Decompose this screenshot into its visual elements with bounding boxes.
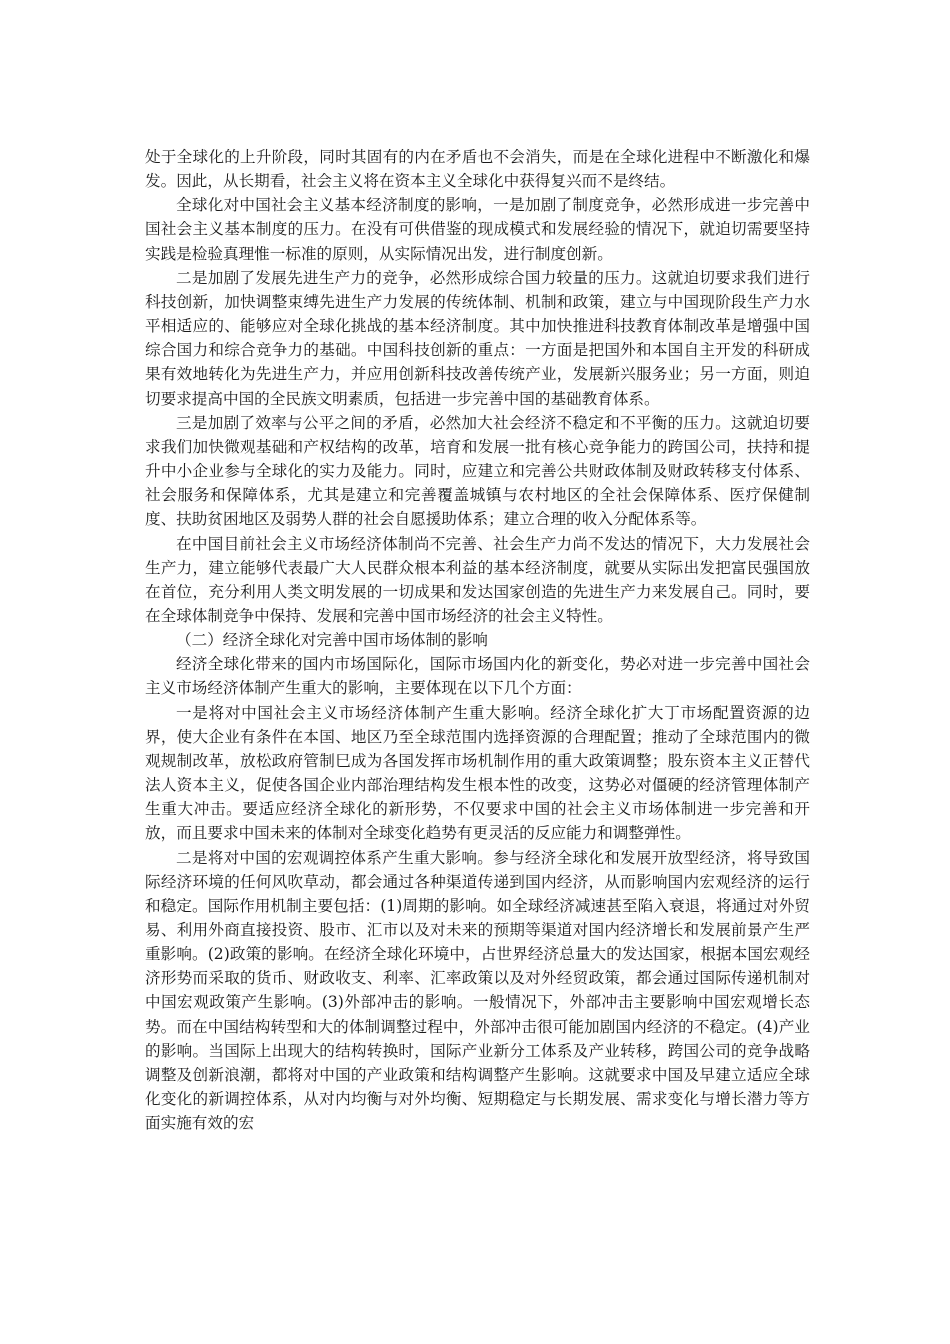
paragraph-national-conditions: 在中国目前社会主义市场经济体制尚不完善、社会生产力尚不发达的情况下，大力发展社会生产力，建立能够代表最广大人民群众根本利益的基本经济制度，就要从实际出发把富民强国放在首位，充分利用人类文明发展的一切成果和发达国家创造的先进生产力来发展自己。同时，要在全球体制竞争中保持、发展和完善中国市场经济的社会主义特性。 bbox=[145, 534, 810, 625]
paragraph-basic-economic-system: 全球化对中国社会主义基本经济制度的影响，一是加剧了制度竞争，必然形成进一步完善中国社会主义基本制度的压力。在没有可供借鉴的现成模式和发展经验的情况下，就迫切需要坚持实践是检验真理惟一标准的原则，从实际情况出发，进行制度创新。 bbox=[145, 196, 810, 263]
paragraph-productivity-competition: 二是加剧了发展先进生产力的竞争，必然形成综合国力较量的压力。这就迫切要求我们进行科技创新，加快调整束缚先进生产力发展的传统体制、机制和政策，建立与中国现阶段生产力水平相适应的、能够应对全球化挑战的基本经济制度。其中加快推进科技教育体制改革是增强中国综合国力和综合竞争力的基础。中国科技创新的重点：一方面是把国外和本国自主开发的科研成果有效地转化为先进生产力，并应用创新科技改善传统产业，发展新兴服务业；另一方面，则迫切要求提高中国的全民族文明素质，包括进一步完善中国的基础教育体系。 bbox=[145, 268, 810, 408]
paragraph-market-internationalization: 经济全球化带来的国内市场国际化，国际市场国内化的新变化，势必对进一步完善中国社会主义市场经济体制产生重大的影响，主要体现在以下几个方面： bbox=[145, 655, 810, 698]
document-body bbox=[145, 145, 810, 1135]
paragraph-continuation: 处于全球化的上升阶段，同时其固有的内在矛盾也不会消失，而是在全球化进程中不断激化和爆发。因此，从长期看，社会主义将在资本主义全球化中获得复兴而不是终结。 bbox=[145, 148, 810, 191]
paragraph-macro-control-impact: 二是将对中国的宏观调控体系产生重大影响。参与经济全球化和发展开放型经济，将导致国际经济环境的任何风吹草动，都会通过各种渠道传递到国内经济，从而影响国内宏观经济的运行和稳定。国际作用机制主要包括：(1)周期的影响。如全球经济减速甚至陷入衰退，将通过对外贸易、利用外商直接投资、股市、汇市以及对未来的预期等渠道对国内经济增长和发展前景产生严重影响。(2)政策的影响。在经济全球化环境中，占世界经济总量大的发达国家，根据本国宏观经济形势而采取的货币、财政收支、利率、汇率政策以及对外经贸政策，都会通过国际传递机制对中国宏观政策产生影响。(3)外部冲击的影响。一般情况下，外部冲击主要影响中国宏观增长态势。而在中国结构转型和大的体制调整过程中，外部冲击很可能加剧国内经济的不稳定。(4)产业的影响。当国际上出现大的结构转换时，国际产业新分工体系及产业转移，跨国公司的竞争战略调整及创新浪潮，都将对中国的产业政策和结构调整产生影响。这就要求中国及早建立适应全球化变化的新调控体系，从对内均衡与对外均衡、短期稳定与长期发展、需求变化与增长潜力等方面实施有效的宏 bbox=[145, 848, 810, 1133]
paragraph-efficiency-equity: 三是加剧了效率与公平之间的矛盾，必然加大社会经济不稳定和不平衡的压力。这就迫切要求我们加快微观基础和产权结构的改革，培育和发展一批有核心竞争能力的跨国公司，扶持和提升中小企业参与全球化的实力及能力。同时，应建立和完善公共财政体制及财政转移支付体系、社会服务和保障体系，尤其是建立和完善覆盖城镇与农村地区的全社会保障体系、医疗保健制度、扶助贫困地区及弱势人群的社会自愿援助体系；建立合理的收入分配体系等。 bbox=[145, 413, 810, 529]
paragraph-market-system-impact: 一是将对中国社会主义市场经济体制产生重大影响。经济全球化扩大丁市场配置资源的边界，使大企业有条件在本国、地区乃至全球范围内选择资源的合理配置；推动了全球范围内的微观规制改革，放松政府管制巳成为各国发挥市场机制作用的重大政策调整；股东资本主义正替代法人资本主义，促使各国企业内部治理结构发生根本性的改变，这势必对僵硬的经济管理体制产生重大冲击。要适应经济全球化的新形势，不仅要求中国的社会主义市场体制进一步完善和开放，而且要求中国未来的体制对全球变化趋势有更灵活的反应能力和调整弹性。 bbox=[145, 703, 810, 843]
section-heading: （二）经济全球化对完善中国市场体制的影响 bbox=[176, 631, 488, 650]
